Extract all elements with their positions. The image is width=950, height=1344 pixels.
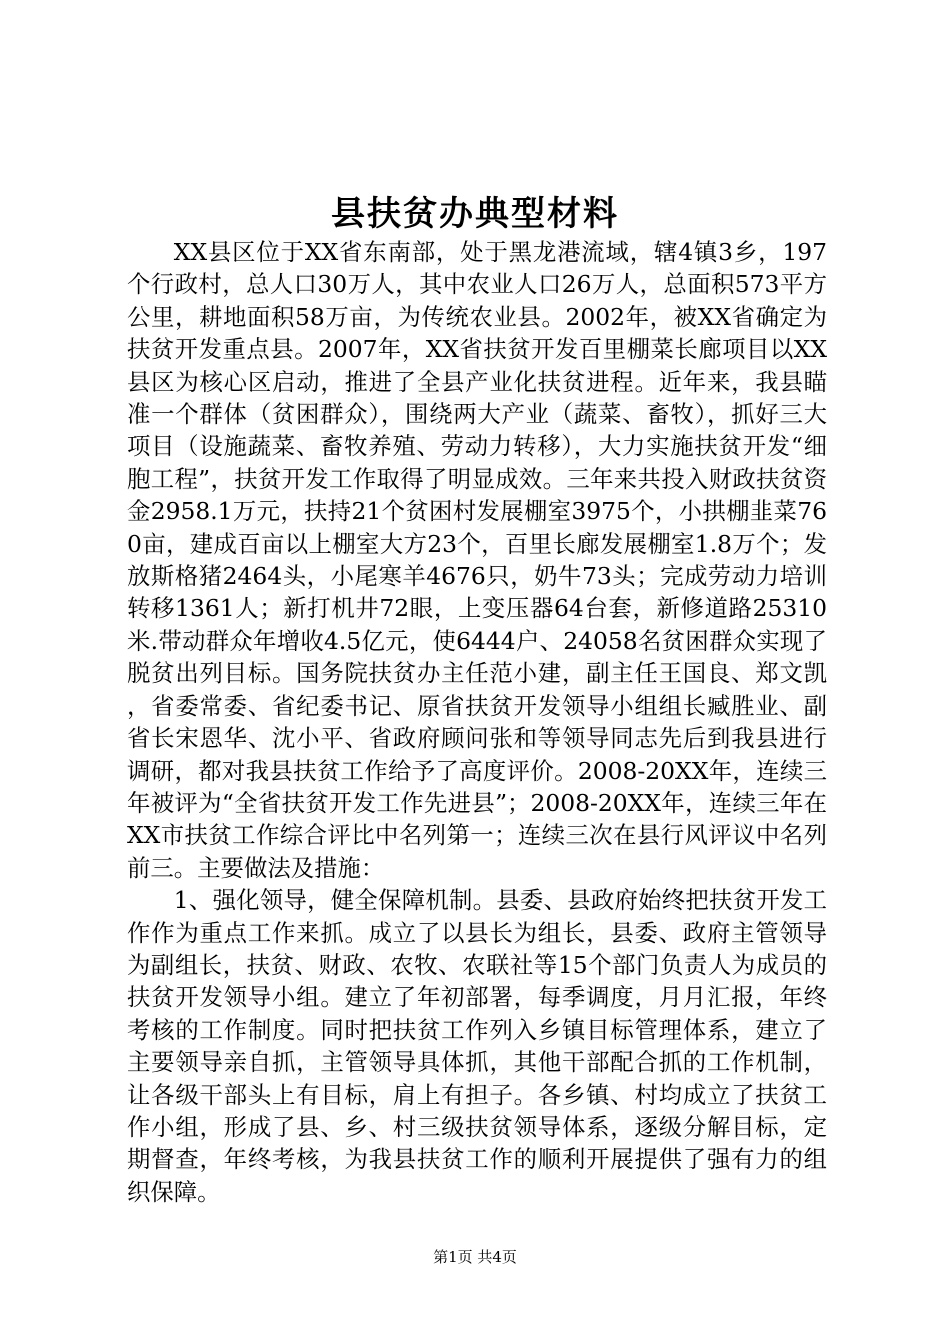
paragraph-intro: XX县区位于XX省东南部，处于黑龙港流域，辖4镇3乡，197个行政村，总人口30万人，其中农业人口26万人，总面积573平方公里，耕地面积58万亩，为传统农业县。2002年，被XX省确定为扶贫开发重点县。2007年，XX省扶贫开发百里棚菜长廊项目以XX县区为核心区启动，推进了全县产业化扶贫进程。近年来，我县瞄准一个群体（贫困群众），围绕两大产业（蔬菜、畜牧），抓好三大项目（设施蔬菜、畜牧养殖、劳动力转移），大力实施扶贫开发“细胞工程”，扶贫开发工作取得了明显成效。三年来共投入财政扶贫资金2958.1万元，扶持21个贫困村发展棚室3975个，小拱棚韭菜760亩，建成百亩以上棚室大方23个，百里长廊发展棚室1.8万个；发放斯格猪2464头，小尾寒羊4676只，奶牛73头；完成劳动力培训转移1361人；新打机井72眼，上变压器64台套，新修道路25310米.带动群众年增收4.5亿元，使6444户、24058名贫困群众实现了脱贫出列目标。国务院扶贫办主任范小建，副主任王国良、郑文凯，省委常委、省纪委书记、原省扶贫开发领导小组组长臧胜业、副省长宋恩华、沈小平、省政府顾问张和等领导同志先后到我县进行调研，都对我县扶贫工作给予了高度评价。2008-20XX年，连续三年被评为“全省扶贫开发工作先进县”；2008-20XX年，连续三年在XX市扶贫工作综合评比中名列第一；连续三次在县行风评议中名列前三。主要做法及措施： bbox=[127, 238, 827, 882]
page-number-footer: 第1页 共4页 bbox=[433, 1248, 517, 1266]
document-body bbox=[127, 236, 827, 1208]
paragraph-leadership: 1、强化领导，健全保障机制。县委、县政府始终把扶贫开发工作作为重点工作来抓。成立了以县长为组长，县委、政府主管领导为副组长，扶贫、财政、农牧、农联社等15个部门负责人为成员的扶贫开发领导小组。建立了年初部署，每季调度，月月汇报，年终考核的工作制度。同时把扶贫工作列入乡镇目标管理体系，建立了主要领导亲自抓，主管领导具体抓，其他干部配合抓的工作机制，让各级干部头上有目标，肩上有担子。各乡镇、村均成立了扶贫工作小组，形成了县、乡、村三级扶贫领导体系，逐级分解目标，定期督查，年终考核，为我县扶贫工作的顺利开展提供了强有力的组织保障。 bbox=[127, 886, 827, 1206]
document-title: 县扶贫办典型材料 bbox=[331, 194, 619, 234]
